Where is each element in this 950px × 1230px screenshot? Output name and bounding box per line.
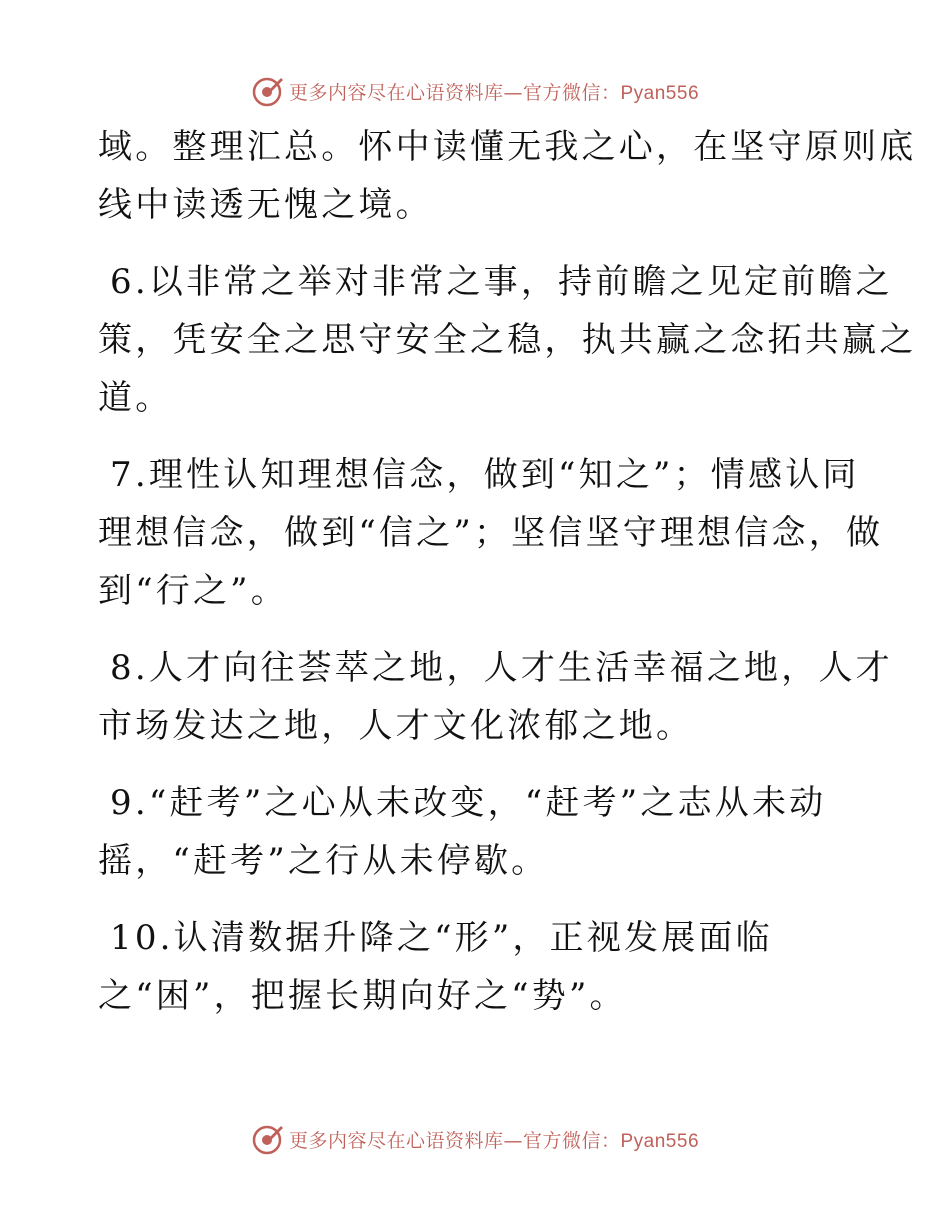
paragraph-continuation — [98, 118, 917, 234]
paragraph-item-8 — [98, 639, 893, 755]
text-line: 8.人才向往荟萃之地，人才生活幸福之地，人才 — [110, 648, 893, 688]
paragraph-item-10 — [98, 909, 858, 1025]
text-line: 摇，“赶考”之行从未停歇。 — [98, 841, 549, 881]
text-line: 6.以非常之举对非常之事，持前瞻之见定前瞻之 — [110, 262, 893, 302]
watermark-text: 更多内容尽在心语资料库—官方微信：Pyan556 — [288, 81, 700, 104]
header-watermark — [0, 71, 950, 111]
text-line: 域。整理汇总。怀中读懂无我之心，在坚守原则底 — [98, 127, 917, 167]
watermark-text: 更多内容尽在心语资料库—官方微信：Pyan556 — [288, 1129, 700, 1152]
pen-logo-icon — [251, 74, 285, 108]
paragraph-item-9 — [98, 774, 858, 890]
text-line: 市场发达之地，人才文化浓郁之地。 — [98, 706, 694, 746]
text-line: 理想信念，做到“信之”；坚信坚守理想信念，做 — [98, 513, 884, 553]
document-body — [98, 118, 917, 1044]
text-line: 9.“赶考”之心从未改变，“赶考”之志从未动 — [110, 783, 827, 823]
footer-watermark — [0, 1119, 950, 1159]
text-line: 线中读透无愧之境。 — [98, 185, 433, 225]
text-line: 道。 — [98, 378, 173, 418]
paragraph-item-7 — [98, 446, 884, 620]
text-line: 之“困”，把握长期向好之“势”。 — [98, 976, 627, 1016]
pen-logo-icon — [251, 1122, 285, 1156]
text-line: 策，凭安全之思守安全之稳，执共赢之念拓共赢之 — [98, 320, 917, 360]
text-line: 10.认清数据升降之“形”，正视发展面临 — [110, 918, 773, 958]
paragraph-item-6 — [98, 253, 917, 427]
text-line: 到“行之”。 — [98, 571, 288, 611]
text-line: 7.理性认知理想信念，做到“知之”；情感认同 — [110, 455, 860, 495]
